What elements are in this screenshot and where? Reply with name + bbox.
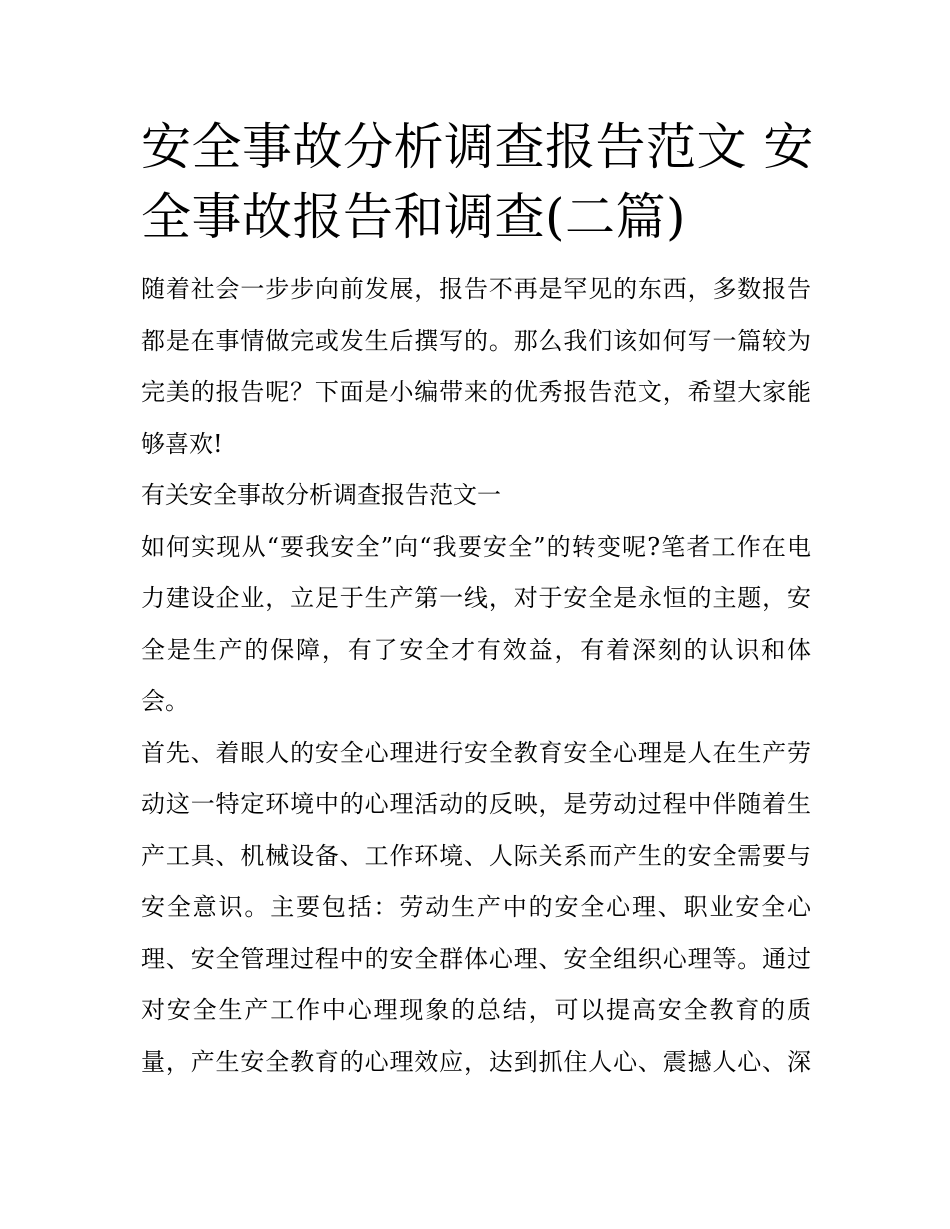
text-line: 力建设企业，立足于生产第一线，对于安全是永恒的主题，安 bbox=[141, 584, 811, 612]
text-line: 动这一特定环境中的心理活动的反映，是劳动过程中伴随着生 bbox=[141, 790, 811, 818]
text-line: 完美的报告呢？下面是小编带来的优秀报告范文，希望大家能 bbox=[141, 378, 811, 406]
title-line: 安全事故分析调查报告范文 安 bbox=[141, 118, 814, 176]
paragraph-first-point bbox=[141, 728, 811, 1089]
text-line: 首先、着眼人的安全心理进行安全教育安全心理是人在生产劳 bbox=[141, 738, 811, 767]
paragraph-question bbox=[141, 522, 811, 728]
document-content bbox=[141, 112, 814, 1088]
text-line: 全是生产的保障，有了安全才有效益，有着深刻的认识和体 bbox=[141, 635, 811, 664]
text-line: 理、安全管理过程中的安全群体心理、安全组织心理等。通过 bbox=[141, 944, 811, 973]
document-body bbox=[141, 264, 811, 1088]
text-line: 会。 bbox=[141, 687, 189, 715]
text-line: 都是在事情做完或发生后撰写的。那么我们该如何写一篇较为 bbox=[141, 326, 811, 355]
document-title bbox=[141, 112, 814, 252]
text-line: 如何实现从“要我安全”向“我要安全”的转变呢?笔者工作在电 bbox=[141, 532, 811, 561]
text-line: 够喜欢! bbox=[141, 429, 223, 458]
text-line: 对安全生产工作中心理现象的总结，可以提高安全教育的质 bbox=[141, 996, 811, 1024]
section-heading bbox=[141, 470, 811, 522]
text-line: 产工具、机械设备、工作环境、人际关系而产生的安全需要与 bbox=[141, 841, 811, 870]
title-line: 全事故报告和调查(二篇) bbox=[141, 188, 687, 246]
text-line: 有关安全事故分析调查报告范文一 bbox=[141, 481, 501, 509]
text-line: 随着社会一步步向前发展，报告不再是罕见的东西，多数报告 bbox=[141, 275, 811, 303]
paragraph-intro bbox=[141, 264, 811, 470]
text-line: 安全意识。主要包括：劳动生产中的安全心理、职业安全心 bbox=[141, 893, 811, 921]
text-line: 量，产生安全教育的心理效应，达到抓住人心、震撼人心、深 bbox=[141, 1047, 811, 1076]
